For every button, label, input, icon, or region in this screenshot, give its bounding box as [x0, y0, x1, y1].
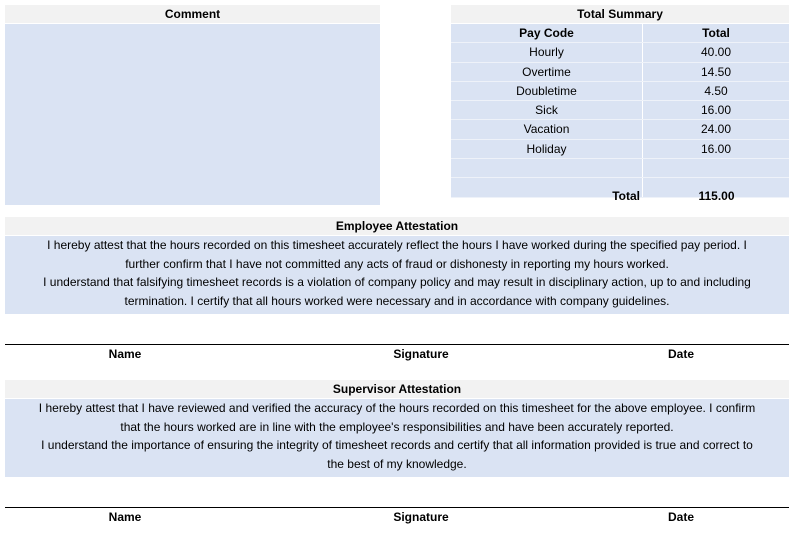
pay-code-cell: Vacation: [451, 120, 643, 138]
total-cell: 24.00: [700, 122, 732, 137]
supervisor-signature-label: Signature: [393, 510, 449, 524]
supervisor-attestation-text: [5, 399, 789, 477]
total-cell: 40.00: [700, 45, 732, 60]
table-row: [451, 82, 789, 101]
employee-date-label: Date: [667, 347, 694, 361]
employee-name-label: Name: [108, 347, 142, 361]
pay-code-column-header: Pay Code: [451, 24, 643, 42]
total-column-header: Total: [702, 26, 730, 40]
supervisor-name-label: Name: [108, 510, 142, 524]
pay-code-cell: Sick: [451, 101, 643, 119]
supervisor-attestation-header: Supervisor Attestation: [5, 380, 789, 398]
total-summary-table: [451, 24, 789, 198]
comment-field[interactable]: [5, 24, 380, 205]
comment-header: Comment: [5, 5, 380, 23]
table-row: [451, 43, 789, 62]
pay-code-cell: Overtime: [451, 63, 643, 81]
summary-header-row: [451, 24, 789, 43]
table-row: [451, 63, 789, 82]
attestation-line: termination. I certify that all hours worked were necessary and in accordance with company guidelines.: [124, 293, 670, 308]
empty-table-row: [451, 159, 789, 178]
table-row: [451, 140, 789, 159]
employee-signature-label: Signature: [393, 347, 449, 361]
total-cell: 4.50: [704, 83, 728, 98]
attestation-line: the best of my knowledge.: [327, 456, 467, 471]
supervisor-date-label: Date: [667, 510, 694, 524]
table-row: [451, 120, 789, 139]
attestation-line: that the hours worked are in line with the employee's responsibilities and have been accurately reported.: [120, 419, 674, 434]
total-cell: 16.00: [700, 103, 732, 118]
total-summary-header: Total Summary: [451, 5, 789, 23]
total-cell: 16.00: [700, 141, 732, 156]
attestation-line: I understand that falsifying timesheet records is a violation of company policy and may result in disciplinary action, up to and including: [43, 275, 751, 289]
employee-signature-line: [5, 344, 789, 345]
attestation-line: I understand the importance of ensuring the integrity of timesheet records and certify that all information provided is true and correct to: [41, 438, 753, 452]
summary-total-row: [451, 187, 789, 205]
table-row: [451, 101, 789, 120]
attestation-line: I hereby attest that the hours recorded on this timesheet accurately reflect the hours I have worked during the specified pay period. I: [47, 238, 747, 252]
total-value: 115.00: [698, 189, 735, 203]
empty-cell[interactable]: [451, 159, 643, 177]
pay-code-cell: Hourly: [451, 43, 643, 61]
attestation-line: further confirm that I have not committed any acts of fraud or dishonesty in reporting my hours worked.: [125, 256, 669, 271]
employee-attestation-header: Employee Attestation: [5, 217, 789, 235]
total-label: Total: [612, 189, 640, 203]
supervisor-signature-line: [5, 507, 789, 508]
pay-code-cell: Holiday: [451, 140, 643, 158]
empty-cell[interactable]: [643, 159, 789, 177]
employee-attestation-text: [5, 236, 789, 314]
attestation-line: I hereby attest that I have reviewed and verified the accuracy of the hours recorded on this timesheet for the above employee. I confirm: [38, 401, 756, 415]
pay-code-cell: Doubletime: [451, 82, 643, 100]
total-cell: 14.50: [700, 64, 732, 79]
